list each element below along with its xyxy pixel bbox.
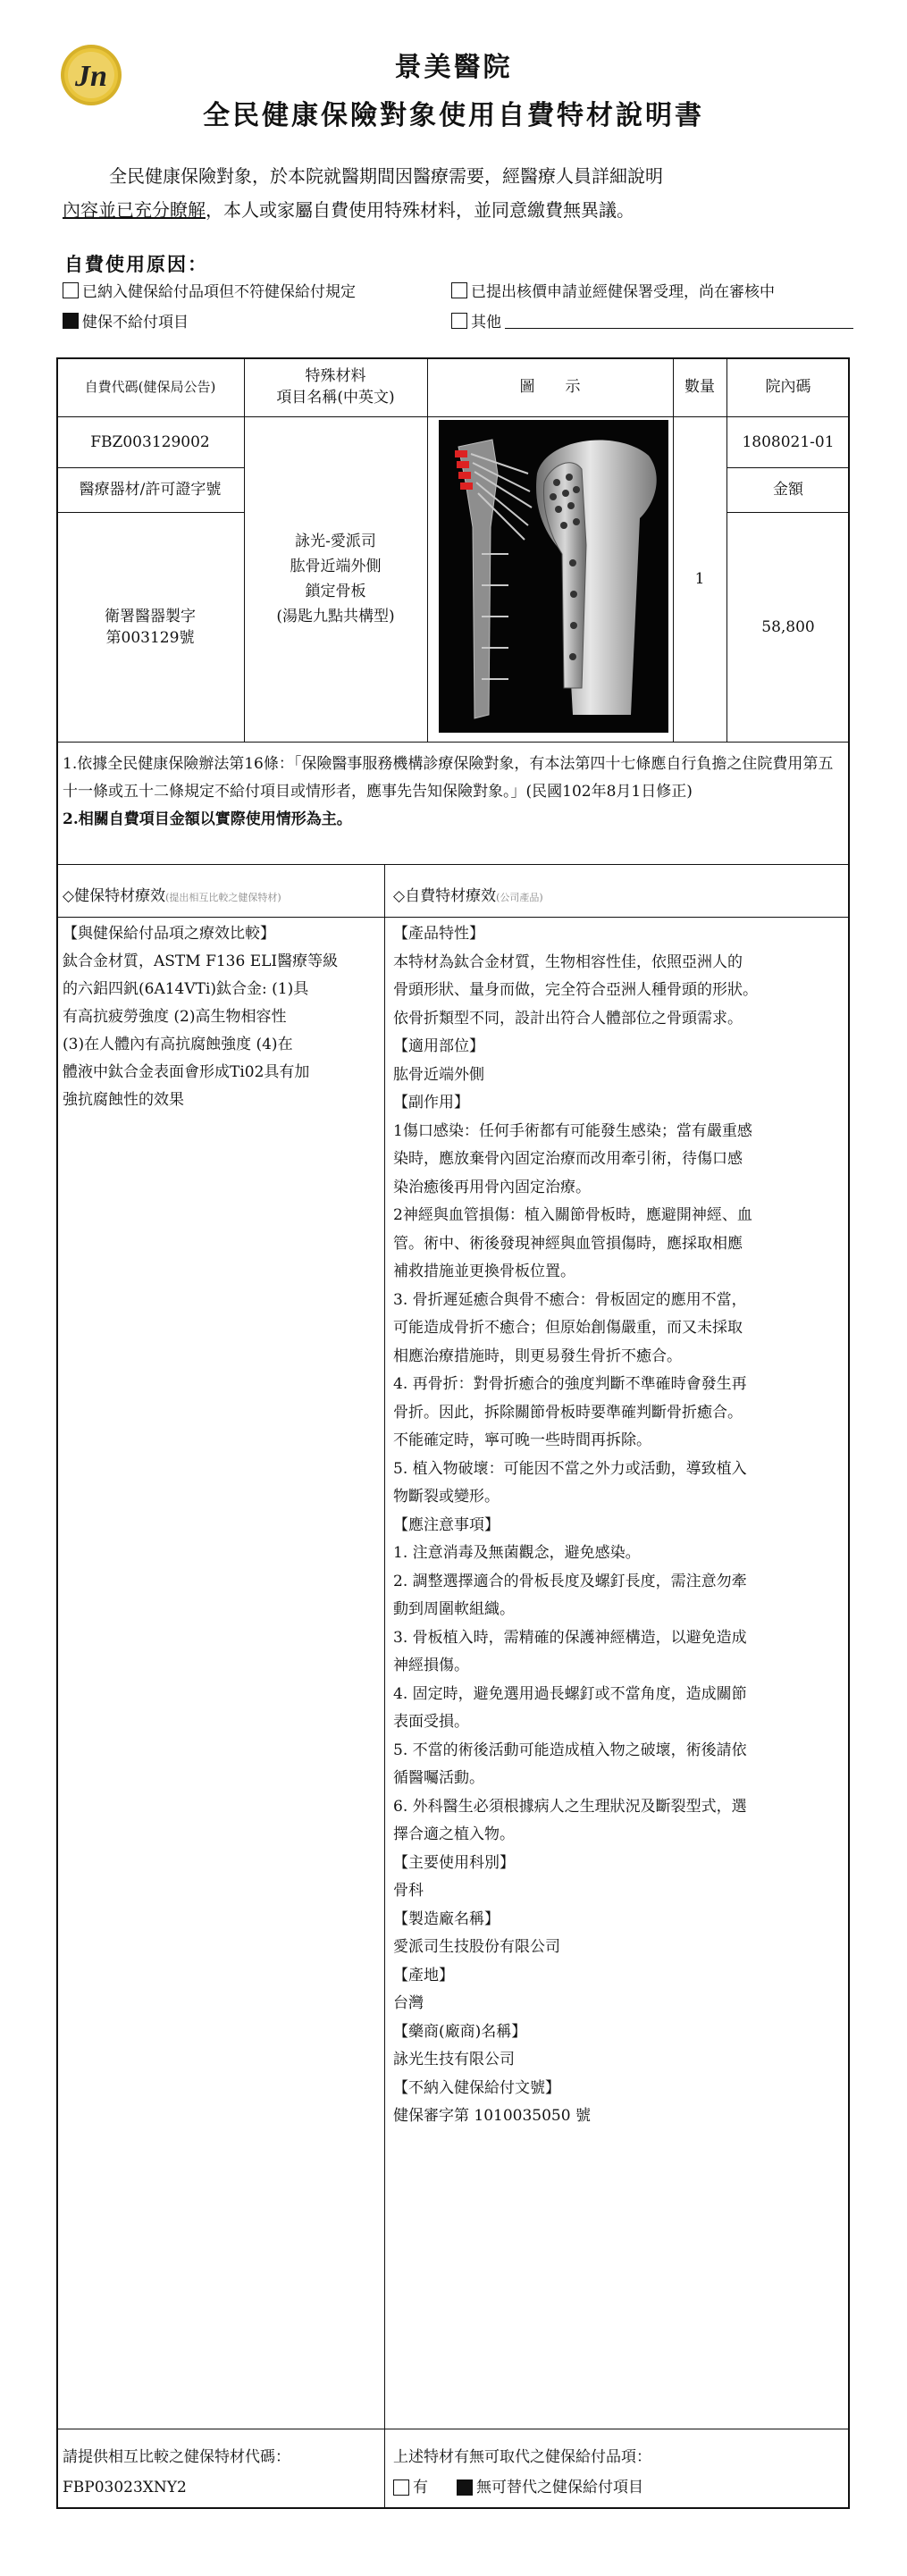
nhi-material-title-text: ◇健保特材療效 — [63, 887, 166, 905]
efficacy-line: 【產地】 — [393, 1966, 454, 1984]
efficacy-line: 依骨折類型不同，設計出符合人體部位之骨頭需求。 — [393, 1009, 743, 1028]
substitute-no-label: 無可替代之健保給付項目 — [476, 2479, 643, 2496]
header-item-name-line-1: 特殊材料 — [305, 367, 366, 385]
amount-value: 58,800 — [761, 617, 815, 636]
substitute-label: 上述特材有無可取代之健保給付品項： — [393, 2448, 651, 2466]
hospital-name: 景美醫院 — [394, 52, 513, 83]
compare-code-label: 請提供相互比較之健保特材代碼： — [63, 2448, 290, 2466]
efficacy-line: 骨科 — [393, 1882, 424, 1900]
bone-plate-illustration — [439, 420, 668, 733]
efficacy-line: 管。術中、術後發現神經與血管損傷時，應採取相應 — [393, 1234, 743, 1253]
header-code: 自費代碼(健保局公告) — [84, 379, 216, 395]
reason-option-3[interactable] — [63, 309, 189, 331]
intro-paragraph — [63, 159, 849, 227]
self-pay-material-title-text: ◇自費特材療效 — [393, 887, 497, 905]
efficacy-line: 補救措施並更換骨板位置。 — [393, 1263, 575, 1280]
item-name-line: (湯匙九點共構型) — [276, 608, 395, 625]
document-title: 全民健康保險對象使用自費特材說明書 — [203, 100, 704, 131]
reason-option-1[interactable] — [63, 279, 356, 301]
efficacy-line: 1傷口感染：任何手術都有可能發生感染；當有嚴重感 — [393, 1121, 752, 1140]
efficacy-line: 2. 調整選擇適合的骨板長度及螺釘長度，需注意勿牽 — [393, 1572, 747, 1590]
header-item-name — [244, 357, 427, 416]
efficacy-line: 愛派司生技股份有限公司 — [393, 1938, 560, 1956]
efficacy-line: 有高抗疲勞強度 (2)高生物相容性 — [63, 1008, 287, 1026]
efficacy-line: 1. 注意消毒及無菌觀念，避免感染。 — [393, 1544, 641, 1562]
efficacy-line: 3. 骨板植入時，需精確的保護神經構造，以避免造成 — [393, 1628, 747, 1647]
regulation-paragraph-1: 1.依據全民健康保險辦法第16條：「保險醫事服務機構診療保險對象，有本法第四十七條應自行負擔之住院費用第五十一條或五十二條規定不給付項目或情形者，應事先告知保險對象。」(民國102年8月1日修正) — [63, 755, 834, 801]
substitute-options — [393, 2472, 651, 2503]
item-name-line: 詠光-愛派司 — [295, 533, 376, 550]
header-image: 圖 示 — [519, 378, 581, 396]
efficacy-line: 【適用部位】 — [393, 1037, 484, 1055]
efficacy-line: 2神經與血管損傷：植入關節骨板時，應避開神經、血 — [393, 1206, 752, 1224]
efficacy-line: 台灣 — [393, 1994, 424, 2012]
efficacy-line: 5. 不當的術後活動可能造成植入物之破壞，術後請依 — [393, 1741, 747, 1759]
table-rule — [56, 864, 850, 865]
intro-underlined: 內容並已充分瞭解 — [63, 199, 206, 221]
efficacy-line: 6. 外科醫生必須根據病人之生理狀況及斷裂型式，選 — [393, 1797, 747, 1816]
table-rule — [56, 742, 850, 743]
header-hospital-code: 院內碼 — [765, 378, 811, 396]
reason-option-4[interactable] — [451, 309, 853, 331]
material-code: FBZ003129002 — [90, 432, 210, 451]
regulation-paragraph-2: 2.相關自費項目金額以實際使用情形為主。 — [63, 810, 352, 828]
efficacy-line: 擇合適之植入物。 — [393, 1825, 515, 1843]
efficacy-line: 詠光生技有限公司 — [393, 2051, 515, 2068]
reason-option-label: 已納入健保給付品項但不符健保給付規定 — [82, 283, 356, 301]
efficacy-line: 物斷裂或變形。 — [393, 1488, 500, 1506]
reason-option-label: 健保不給付項目 — [82, 314, 189, 331]
efficacy-line: 染時，應放棄骨內固定治療而改用牽引術，待傷口感 — [393, 1150, 743, 1168]
reason-option-label: 其他 — [471, 314, 501, 331]
header-item-name-line-2: 項目名稱(中英文) — [276, 389, 395, 407]
intro-line-1: 全民健康保險對象，於本院就醫期間因醫療需要，經醫療人員詳細說明 — [109, 165, 663, 187]
amount-label: 金額 — [773, 481, 803, 499]
efficacy-line: 動到周圍軟組織。 — [393, 1600, 515, 1618]
efficacy-line: 表面受損。 — [393, 1713, 469, 1731]
efficacy-line: 【應注意事項】 — [393, 1515, 500, 1534]
efficacy-line: 【副作用】 — [393, 1094, 469, 1112]
compare-code-section — [63, 2442, 290, 2503]
efficacy-line: 強抗腐蝕性的效果 — [63, 1091, 184, 1109]
license-line-2: 第003129號 — [105, 628, 195, 647]
license-label: 醫療器材/許可證字號 — [79, 481, 222, 499]
intro-line-2-rest: ，本人或家屬自費使用特殊材料，並同意繳費無異議。 — [206, 199, 634, 221]
item-name-line: 鎖定骨板 — [305, 583, 366, 600]
item-name — [244, 416, 427, 742]
efficacy-line: 骨折。因此，拆除關節骨板時要準確判斷骨折癒合。 — [393, 1403, 743, 1422]
item-name-line: 肱骨近端外側 — [290, 558, 382, 575]
regulation-notice — [63, 751, 844, 834]
substitute-section — [393, 2442, 651, 2503]
self-pay-material-title-note: (公司產品) — [496, 892, 543, 903]
efficacy-line: 可能造成骨折不癒合；但原始創傷嚴重，而又未採取 — [393, 1319, 743, 1337]
efficacy-line: 【製造廠名稱】 — [393, 1909, 500, 1928]
efficacy-line: 3. 骨折遲延癒合與骨不癒合：骨板固定的應用不當， — [393, 1290, 747, 1309]
efficacy-line: 神經損傷。 — [393, 1657, 469, 1674]
efficacy-line: 鈦合金材質，ASTM F136 ELI醫療等級 — [63, 952, 339, 970]
nhi-material-efficacy — [63, 920, 375, 1114]
reason-option-label: 已提出核價申請並經健保署受理，尚在審核中 — [471, 283, 775, 301]
other-reason-line[interactable] — [505, 313, 853, 329]
checkbox[interactable] — [451, 313, 467, 329]
efficacy-line: 健保審字第 1010035050 號 — [393, 2107, 591, 2125]
efficacy-line: 4. 再骨折：對骨折癒合的強度判斷不準確時會發生再 — [393, 1375, 747, 1393]
license-line-1: 衛署醫器製字 — [105, 607, 196, 625]
reason-option-2[interactable] — [451, 279, 775, 301]
reason-title: 自費使用原因： — [64, 253, 208, 275]
logo-letters: Jn — [75, 60, 107, 93]
efficacy-line: 相應治療措施時，則更易發生骨折不癒合。 — [393, 1347, 682, 1365]
table-rule — [384, 864, 385, 2509]
efficacy-line: 本特材為鈦合金材質，生物相容性佳，依照亞洲人的 — [393, 952, 743, 971]
efficacy-line: 不能確定時，寧可晚一些時間再拆除。 — [393, 1431, 651, 1449]
efficacy-line: 體液中鈦合金表面會形成Ti02具有加 — [63, 1063, 310, 1081]
checkbox[interactable] — [63, 282, 79, 298]
compare-code-value: FBP03023XNY2 — [63, 2479, 187, 2496]
efficacy-line: 骨頭形狀、量身而做，完全符合亞洲人種骨頭的形狀。 — [393, 981, 758, 999]
substitute-yes-label: 有 — [413, 2479, 428, 2496]
efficacy-line: 染治癒後再用骨內固定治療。 — [393, 1178, 591, 1196]
hospital-code-value: 1808021-01 — [742, 432, 835, 451]
quantity-value: 1 — [694, 570, 705, 588]
efficacy-line: 5. 植入物破壞：可能因不當之外力或活動，導致植入 — [393, 1459, 747, 1478]
nhi-material-title-note: (提出相互比較之健保特材) — [165, 892, 281, 903]
self-pay-material-title — [393, 883, 543, 905]
self-pay-material-efficacy — [393, 920, 840, 2131]
efficacy-line: 的六鋁四釩(6A14VTi)鈦合金: (1)具 — [63, 980, 309, 998]
table-rule — [56, 917, 850, 918]
efficacy-line: 【主要使用科別】 — [393, 1853, 515, 1872]
checkbox-checked[interactable] — [63, 313, 79, 329]
checkbox-checked[interactable] — [457, 2480, 473, 2496]
efficacy-line: 循醫囑活動。 — [393, 1769, 484, 1787]
product-image — [439, 420, 668, 733]
efficacy-line: (3)在人體內有高抗腐蝕強度 (4)在 — [63, 1036, 293, 1053]
nhi-material-title — [63, 883, 281, 905]
header-quantity: 數量 — [684, 378, 715, 396]
checkbox[interactable] — [393, 2480, 409, 2496]
efficacy-line: 【與健保給付品項之療效比較】 — [63, 925, 275, 943]
license-number — [56, 512, 244, 742]
efficacy-line: 肱骨近端外側 — [393, 1065, 484, 1084]
efficacy-line: 【藥商(廠商)名稱】 — [393, 2022, 527, 2041]
efficacy-line: 4. 固定時，避免選用過長螺釘或不當角度，造成關節 — [393, 1684, 747, 1703]
efficacy-line: 【不納入健保給付文號】 — [393, 2078, 560, 2097]
efficacy-line: 【產品特性】 — [393, 925, 484, 943]
checkbox[interactable] — [451, 282, 467, 298]
intro-line-2 — [63, 193, 849, 227]
